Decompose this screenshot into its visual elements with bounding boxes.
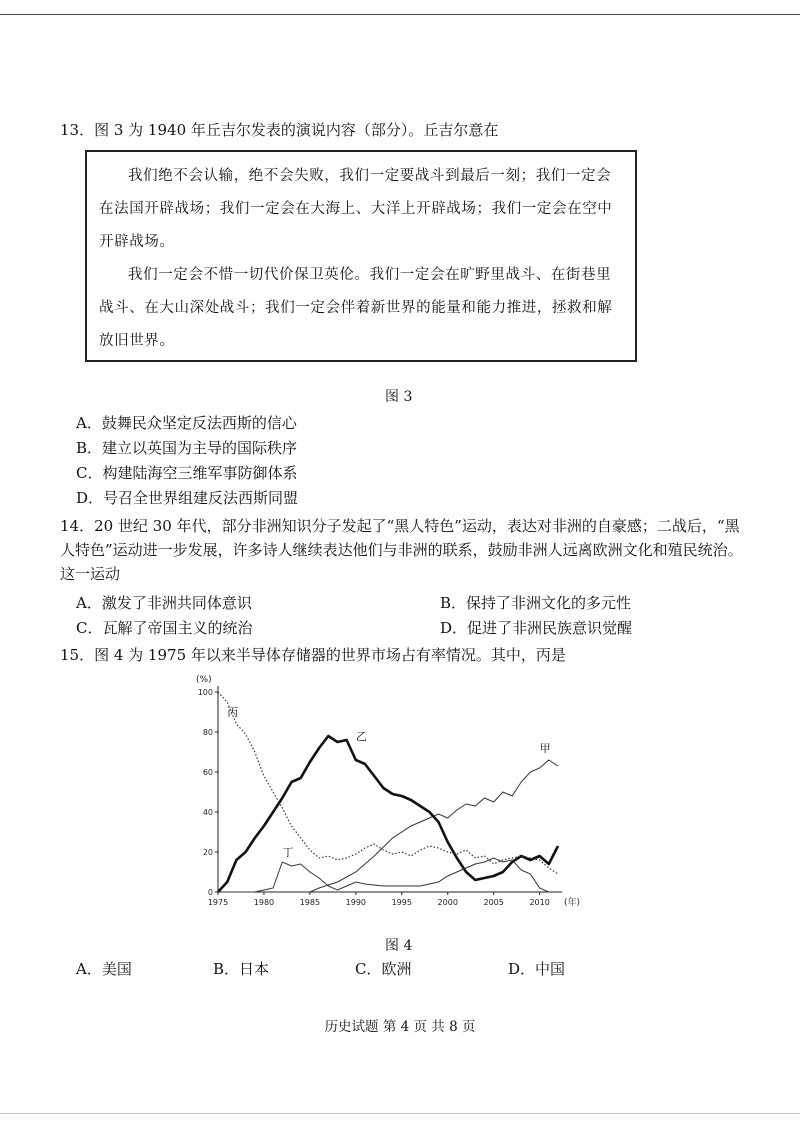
q15-option-d[interactable]: D．中国 xyxy=(508,960,566,978)
q14-option-a[interactable]: A．激发了非洲共同体意识 xyxy=(76,594,252,612)
chart-series xyxy=(218,692,558,892)
series-label-1: 丙 xyxy=(227,706,239,719)
x-tick-label: 2010 xyxy=(529,898,550,907)
q13-option-c[interactable]: C．构建陆海空三维军事防御体系 xyxy=(76,464,298,482)
y-tick-label: 20 xyxy=(202,848,213,857)
x-tick-label: 2005 xyxy=(483,898,504,907)
q14-option-c[interactable]: C．瓦解了帝国主义的统治 xyxy=(76,619,253,637)
bottom-rule xyxy=(0,1113,800,1114)
figure-4-caption: 图 4 xyxy=(385,938,413,954)
speech-paragraph-1: 我们绝不会认输，绝不会失败，我们一定要战斗到最后一刻；我们一定会在法国开辟战场；我们一定会在大海上、大洋上开辟战场；我们一定会在空中开辟战场。 xyxy=(99,168,613,250)
q14-stem: 14．20 世纪 30 年代，部分非洲知识分子发起了“黑人特色”运动，表达对非洲的自豪感；二战后，“黑人特色”运动进一步发展，许多诗人继续表达他们与非洲的联系，鼓励非洲人远离欧洲文化和殖民统治。这一运动 xyxy=(60,517,743,583)
x-tick-label: 1990 xyxy=(345,898,367,907)
y-tick-label: 100 xyxy=(197,688,213,697)
series-line-3 xyxy=(218,692,558,874)
market-share-chart xyxy=(180,668,600,913)
q13-option-a[interactable]: A．鼓舞民众坚定反法西斯的信心 xyxy=(76,414,297,432)
chart-axes xyxy=(218,686,562,892)
q13-option-b[interactable]: B．建立以英国为主导的国际秩序 xyxy=(76,439,298,457)
q15-option-c[interactable]: C．欧洲 xyxy=(355,960,412,978)
q13-stem: 13．图 3 为 1940 年丘吉尔发表的演说内容（部分）。丘吉尔意在 xyxy=(60,121,499,139)
speech-paragraph-2: 我们一定会不惜一切代价保卫英伦。我们一定会在旷野里战斗、在街巷里战斗、在大山深处战斗；我们一定会伴着新世界的能量和能力推进，拯救和解放旧世界。 xyxy=(99,267,613,349)
figure-3-caption: 图 3 xyxy=(385,389,413,405)
q13-option-d[interactable]: D．号召全世界组建反法西斯同盟 xyxy=(76,489,299,507)
page-footer: 历史试题 第 4 页 共 8 页 xyxy=(324,1019,476,1035)
q14-option-b[interactable]: B．保持了非洲文化的多元性 xyxy=(440,594,632,612)
q15-option-a[interactable]: A．美国 xyxy=(76,960,132,978)
series-label-2: 乙 xyxy=(355,730,367,743)
x-tick-label: 1980 xyxy=(253,898,275,907)
x-axis-label: (年) xyxy=(564,898,581,908)
series-label-4: 丁 xyxy=(282,846,294,859)
q14-option-d[interactable]: D．促进了非洲民族意识觉醒 xyxy=(440,619,633,637)
top-rule xyxy=(0,14,800,15)
x-tick-label: 1985 xyxy=(299,898,321,907)
series-label-3: 甲 xyxy=(539,742,551,755)
y-axis-label: (%) xyxy=(196,675,212,685)
q15-stem: 15．图 4 为 1975 年以来半导体存储器的世界市场占有率情况。其中，丙是 xyxy=(60,646,566,664)
churchill-speech-box xyxy=(85,150,637,362)
y-tick-label: 0 xyxy=(207,888,213,897)
x-tick-label: 1975 xyxy=(207,898,229,907)
y-tick-label: 80 xyxy=(202,728,213,737)
chart-series-labels xyxy=(227,706,550,859)
y-tick-label: 40 xyxy=(202,808,213,817)
x-tick-label: 2000 xyxy=(437,898,458,907)
series-line-1 xyxy=(310,760,558,892)
y-tick-label: 60 xyxy=(202,768,213,777)
x-tick-label: 1995 xyxy=(391,898,412,907)
q15-option-b[interactable]: B．日本 xyxy=(213,960,270,978)
series-line-2 xyxy=(218,736,558,892)
